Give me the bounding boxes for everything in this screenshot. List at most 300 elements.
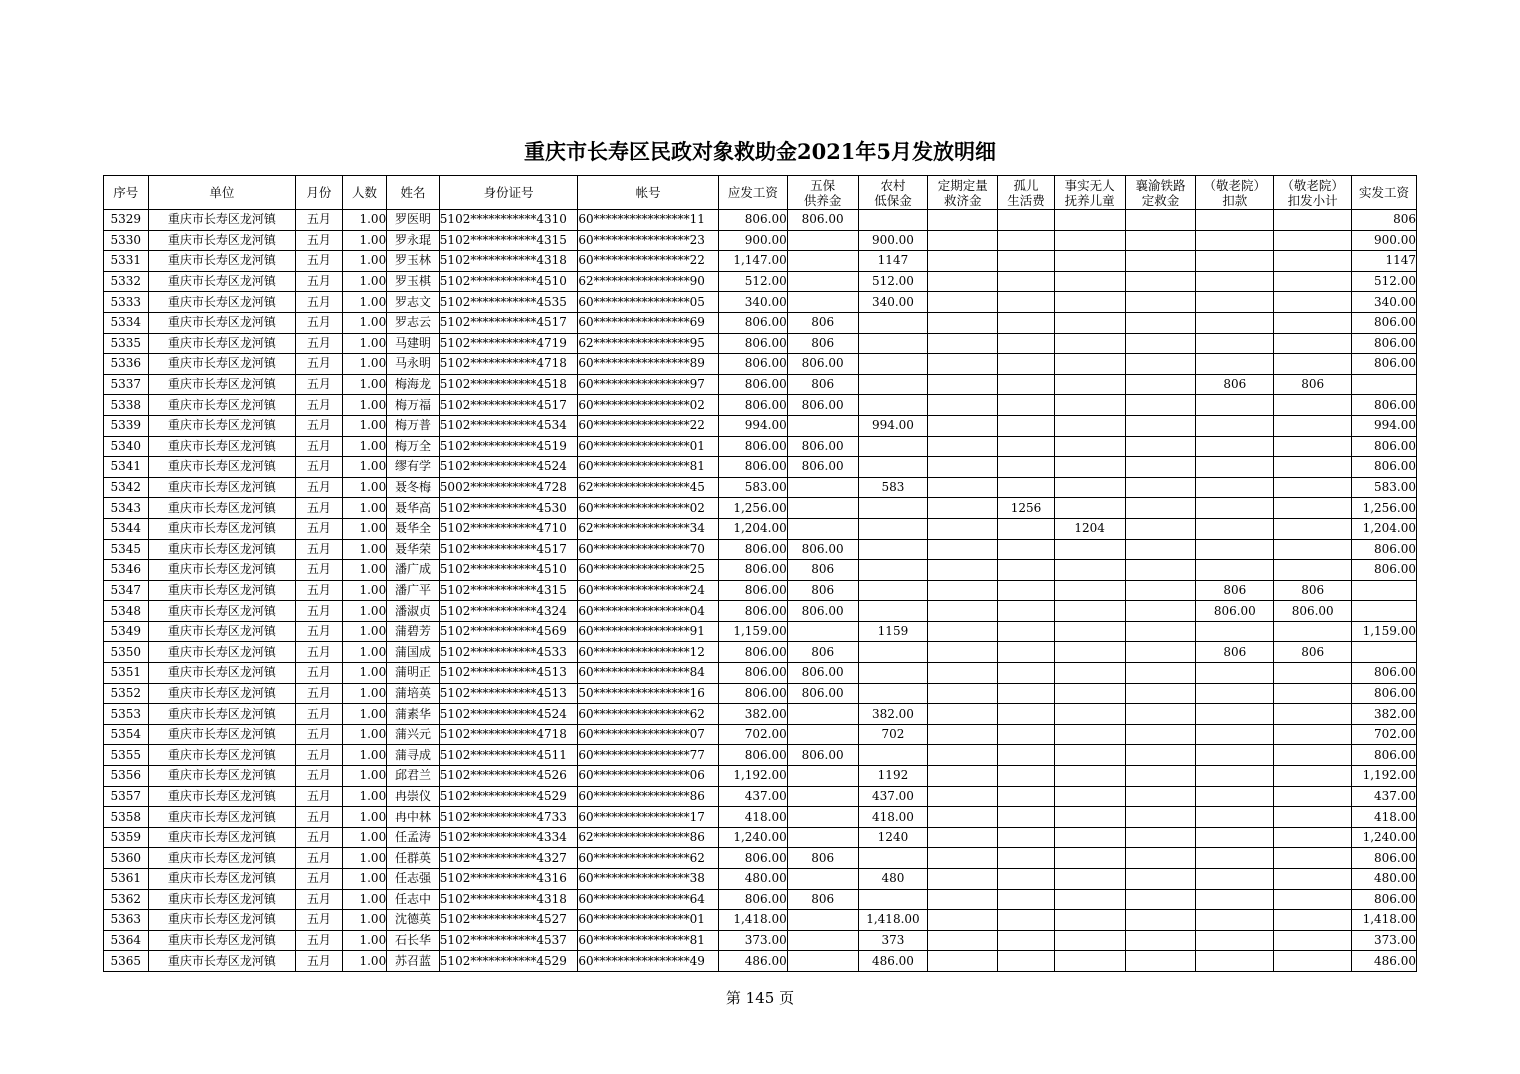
cell-railway bbox=[1125, 292, 1196, 313]
cell-net-pay: 806.00 bbox=[1352, 848, 1417, 869]
table-row bbox=[104, 827, 1417, 848]
cell-account: 60****************64 bbox=[578, 889, 719, 910]
table-row bbox=[104, 663, 1417, 684]
cell-railway bbox=[1125, 312, 1196, 333]
cell-unit: 重庆市长寿区龙河镇 bbox=[148, 415, 296, 436]
cell-unit: 重庆市长寿区龙河镇 bbox=[148, 930, 296, 951]
cell-unit: 重庆市长寿区龙河镇 bbox=[148, 827, 296, 848]
cell-orphan bbox=[998, 415, 1055, 436]
cell-unit: 重庆市长寿区龙河镇 bbox=[148, 663, 296, 684]
cell-gross-pay: 806.00 bbox=[718, 395, 787, 416]
cell-deduction bbox=[1196, 333, 1274, 354]
cell-deduction bbox=[1196, 457, 1274, 478]
column-header-account: 帐号 bbox=[578, 176, 719, 210]
cell-child bbox=[1054, 663, 1125, 684]
cell-railway bbox=[1125, 601, 1196, 622]
cell-railway bbox=[1125, 395, 1196, 416]
cell-orphan bbox=[998, 436, 1055, 457]
cell-deduction: 806 bbox=[1196, 642, 1274, 663]
cell-dibao: 486.00 bbox=[858, 951, 928, 972]
cell-account: 60****************38 bbox=[578, 869, 719, 890]
cell-railway bbox=[1125, 210, 1196, 231]
cell-seq: 5352 bbox=[104, 683, 149, 704]
cell-wubao: 806 bbox=[787, 374, 858, 395]
cell-wubao bbox=[787, 704, 858, 725]
cell-deduction-subtotal bbox=[1274, 415, 1352, 436]
cell-count: 1.00 bbox=[342, 704, 387, 725]
cell-id-number: 5102***********4511 bbox=[439, 745, 578, 766]
cell-id-number: 5102***********4316 bbox=[439, 869, 578, 890]
cell-id-number: 5102***********4537 bbox=[439, 930, 578, 951]
cell-unit: 重庆市长寿区龙河镇 bbox=[148, 704, 296, 725]
cell-deduction bbox=[1196, 498, 1274, 519]
cell-gross-pay: 418.00 bbox=[718, 807, 787, 828]
table-row bbox=[104, 210, 1417, 231]
cell-unit: 重庆市长寿区龙河镇 bbox=[148, 395, 296, 416]
table-row bbox=[104, 230, 1417, 251]
cell-gross-pay: 806.00 bbox=[718, 539, 787, 560]
cell-seq: 5341 bbox=[104, 457, 149, 478]
cell-orphan bbox=[998, 292, 1055, 313]
column-header-seq: 序号 bbox=[104, 176, 149, 210]
cell-count: 1.00 bbox=[342, 457, 387, 478]
cell-deduction-subtotal bbox=[1274, 848, 1352, 869]
cell-id-number: 5102***********4533 bbox=[439, 642, 578, 663]
cell-id-number: 5102***********4534 bbox=[439, 415, 578, 436]
table-row bbox=[104, 312, 1417, 333]
cell-gross-pay: 583.00 bbox=[718, 477, 787, 498]
cell-month: 五月 bbox=[296, 580, 343, 601]
cell-net-pay: 806.00 bbox=[1352, 457, 1417, 478]
cell-id-number: 5102***********4526 bbox=[439, 766, 578, 787]
cell-dingqi bbox=[928, 498, 998, 519]
cell-id-number: 5102***********4318 bbox=[439, 251, 578, 272]
cell-name: 罗志文 bbox=[387, 292, 440, 313]
cell-seq: 5354 bbox=[104, 724, 149, 745]
cell-count: 1.00 bbox=[342, 354, 387, 375]
cell-id-number: 5102***********4310 bbox=[439, 210, 578, 231]
cell-child bbox=[1054, 951, 1125, 972]
cell-net-pay bbox=[1352, 374, 1417, 395]
cell-id-number: 5102***********4529 bbox=[439, 951, 578, 972]
cell-seq: 5364 bbox=[104, 930, 149, 951]
table-row bbox=[104, 436, 1417, 457]
cell-id-number: 5102***********4510 bbox=[439, 271, 578, 292]
cell-month: 五月 bbox=[296, 807, 343, 828]
page-title: 重庆市长寿区民政对象救助金2021年5月发放明细 bbox=[523, 139, 997, 164]
cell-railway bbox=[1125, 786, 1196, 807]
cell-count: 1.00 bbox=[342, 292, 387, 313]
cell-month: 五月 bbox=[296, 374, 343, 395]
cell-dibao bbox=[858, 354, 928, 375]
cell-orphan bbox=[998, 807, 1055, 828]
cell-wubao: 806 bbox=[787, 312, 858, 333]
cell-deduction bbox=[1196, 683, 1274, 704]
table-row bbox=[104, 374, 1417, 395]
cell-month: 五月 bbox=[296, 621, 343, 642]
cell-deduction-subtotal bbox=[1274, 498, 1352, 519]
cell-railway bbox=[1125, 333, 1196, 354]
cell-count: 1.00 bbox=[342, 271, 387, 292]
table-row bbox=[104, 766, 1417, 787]
cell-gross-pay: 806.00 bbox=[718, 354, 787, 375]
cell-name: 苏召蓝 bbox=[387, 951, 440, 972]
cell-id-number: 5102***********4535 bbox=[439, 292, 578, 313]
cell-month: 五月 bbox=[296, 312, 343, 333]
cell-child bbox=[1054, 333, 1125, 354]
cell-month: 五月 bbox=[296, 333, 343, 354]
cell-net-pay: 806.00 bbox=[1352, 312, 1417, 333]
cell-seq: 5347 bbox=[104, 580, 149, 601]
cell-account: 60****************81 bbox=[578, 930, 719, 951]
cell-deduction bbox=[1196, 251, 1274, 272]
cell-deduction-subtotal bbox=[1274, 333, 1352, 354]
cell-child bbox=[1054, 807, 1125, 828]
cell-id-number: 5102***********4517 bbox=[439, 395, 578, 416]
cell-gross-pay: 806.00 bbox=[718, 210, 787, 231]
cell-count: 1.00 bbox=[342, 766, 387, 787]
cell-account: 60****************91 bbox=[578, 621, 719, 642]
cell-name: 任群英 bbox=[387, 848, 440, 869]
table-row bbox=[104, 951, 1417, 972]
cell-child bbox=[1054, 930, 1125, 951]
cell-deduction bbox=[1196, 930, 1274, 951]
cell-unit: 重庆市长寿区龙河镇 bbox=[148, 807, 296, 828]
cell-month: 五月 bbox=[296, 951, 343, 972]
cell-gross-pay: 806.00 bbox=[718, 560, 787, 581]
cell-id-number: 5102***********4530 bbox=[439, 498, 578, 519]
cell-unit: 重庆市长寿区龙河镇 bbox=[148, 436, 296, 457]
cell-wubao bbox=[787, 869, 858, 890]
cell-deduction-subtotal bbox=[1274, 827, 1352, 848]
table-row bbox=[104, 333, 1417, 354]
cell-unit: 重庆市长寿区龙河镇 bbox=[148, 889, 296, 910]
cell-unit: 重庆市长寿区龙河镇 bbox=[148, 560, 296, 581]
cell-dingqi bbox=[928, 374, 998, 395]
cell-dibao bbox=[858, 498, 928, 519]
cell-dingqi bbox=[928, 930, 998, 951]
cell-account: 60****************25 bbox=[578, 560, 719, 581]
cell-seq: 5359 bbox=[104, 827, 149, 848]
cell-unit: 重庆市长寿区龙河镇 bbox=[148, 786, 296, 807]
cell-unit: 重庆市长寿区龙河镇 bbox=[148, 457, 296, 478]
cell-child bbox=[1054, 766, 1125, 787]
column-header-deduction-subtotal: （敬老院） 扣发小计 bbox=[1274, 176, 1352, 210]
table-row bbox=[104, 930, 1417, 951]
cell-month: 五月 bbox=[296, 251, 343, 272]
cell-unit: 重庆市长寿区龙河镇 bbox=[148, 210, 296, 231]
table-row bbox=[104, 395, 1417, 416]
column-header-month: 月份 bbox=[296, 176, 343, 210]
cell-seq: 5337 bbox=[104, 374, 149, 395]
cell-account: 62****************86 bbox=[578, 827, 719, 848]
cell-unit: 重庆市长寿区龙河镇 bbox=[148, 869, 296, 890]
cell-month: 五月 bbox=[296, 477, 343, 498]
cell-orphan bbox=[998, 869, 1055, 890]
cell-month: 五月 bbox=[296, 354, 343, 375]
cell-railway bbox=[1125, 683, 1196, 704]
cell-dingqi bbox=[928, 786, 998, 807]
cell-wubao: 806.00 bbox=[787, 601, 858, 622]
cell-dingqi bbox=[928, 518, 998, 539]
cell-id-number: 5102***********4710 bbox=[439, 518, 578, 539]
cell-deduction: 806 bbox=[1196, 580, 1274, 601]
cell-dingqi bbox=[928, 910, 998, 931]
cell-gross-pay: 806.00 bbox=[718, 848, 787, 869]
cell-count: 1.00 bbox=[342, 786, 387, 807]
cell-dingqi bbox=[928, 807, 998, 828]
cell-account: 60****************02 bbox=[578, 498, 719, 519]
table-row bbox=[104, 354, 1417, 375]
cell-wubao bbox=[787, 910, 858, 931]
cell-seq: 5360 bbox=[104, 848, 149, 869]
cell-unit: 重庆市长寿区龙河镇 bbox=[148, 354, 296, 375]
cell-deduction bbox=[1196, 312, 1274, 333]
cell-unit: 重庆市长寿区龙河镇 bbox=[148, 251, 296, 272]
table-row bbox=[104, 498, 1417, 519]
cell-net-pay: 512.00 bbox=[1352, 271, 1417, 292]
column-header-child: 事实无人 抚养儿童 bbox=[1054, 176, 1125, 210]
cell-net-pay: 806.00 bbox=[1352, 539, 1417, 560]
cell-orphan bbox=[998, 745, 1055, 766]
cell-gross-pay: 806.00 bbox=[718, 663, 787, 684]
cell-unit: 重庆市长寿区龙河镇 bbox=[148, 477, 296, 498]
cell-gross-pay: 994.00 bbox=[718, 415, 787, 436]
cell-deduction-subtotal bbox=[1274, 869, 1352, 890]
cell-name: 沈德英 bbox=[387, 910, 440, 931]
cell-month: 五月 bbox=[296, 869, 343, 890]
cell-name: 蒲兴元 bbox=[387, 724, 440, 745]
cell-month: 五月 bbox=[296, 827, 343, 848]
cell-account: 60****************97 bbox=[578, 374, 719, 395]
cell-seq: 5353 bbox=[104, 704, 149, 725]
table-row bbox=[104, 415, 1417, 436]
cell-net-pay bbox=[1352, 601, 1417, 622]
cell-deduction-subtotal: 806 bbox=[1274, 374, 1352, 395]
cell-railway bbox=[1125, 498, 1196, 519]
cell-account: 60****************04 bbox=[578, 601, 719, 622]
cell-name: 潘淑贞 bbox=[387, 601, 440, 622]
cell-gross-pay: 1,147.00 bbox=[718, 251, 787, 272]
cell-deduction bbox=[1196, 807, 1274, 828]
cell-month: 五月 bbox=[296, 601, 343, 622]
cell-gross-pay: 806.00 bbox=[718, 889, 787, 910]
cell-orphan bbox=[998, 374, 1055, 395]
cell-count: 1.00 bbox=[342, 642, 387, 663]
cell-orphan bbox=[998, 766, 1055, 787]
cell-id-number: 5102***********4518 bbox=[439, 374, 578, 395]
cell-dingqi bbox=[928, 292, 998, 313]
cell-account: 60****************23 bbox=[578, 230, 719, 251]
cell-unit: 重庆市长寿区龙河镇 bbox=[148, 601, 296, 622]
cell-deduction-subtotal: 806.00 bbox=[1274, 601, 1352, 622]
cell-gross-pay: 806.00 bbox=[718, 374, 787, 395]
cell-id-number: 5102***********4327 bbox=[439, 848, 578, 869]
cell-deduction-subtotal bbox=[1274, 745, 1352, 766]
cell-id-number: 5102***********4719 bbox=[439, 333, 578, 354]
cell-count: 1.00 bbox=[342, 518, 387, 539]
cell-gross-pay: 1,240.00 bbox=[718, 827, 787, 848]
cell-unit: 重庆市长寿区龙河镇 bbox=[148, 745, 296, 766]
cell-account: 60****************11 bbox=[578, 210, 719, 231]
cell-dibao bbox=[858, 642, 928, 663]
cell-deduction-subtotal bbox=[1274, 477, 1352, 498]
column-header-railway: 襄渝铁路 定救金 bbox=[1125, 176, 1196, 210]
table-row bbox=[104, 807, 1417, 828]
cell-railway bbox=[1125, 704, 1196, 725]
cell-count: 1.00 bbox=[342, 580, 387, 601]
cell-month: 五月 bbox=[296, 518, 343, 539]
cell-dingqi bbox=[928, 951, 998, 972]
cell-seq: 5329 bbox=[104, 210, 149, 231]
cell-child bbox=[1054, 827, 1125, 848]
cell-net-pay: 486.00 bbox=[1352, 951, 1417, 972]
cell-wubao: 806 bbox=[787, 560, 858, 581]
cell-deduction-subtotal bbox=[1274, 724, 1352, 745]
cell-child bbox=[1054, 271, 1125, 292]
cell-gross-pay: 806.00 bbox=[718, 333, 787, 354]
table-row bbox=[104, 292, 1417, 313]
cell-seq: 5330 bbox=[104, 230, 149, 251]
cell-month: 五月 bbox=[296, 292, 343, 313]
cell-railway bbox=[1125, 457, 1196, 478]
cell-month: 五月 bbox=[296, 271, 343, 292]
cell-railway bbox=[1125, 724, 1196, 745]
cell-account: 60****************05 bbox=[578, 292, 719, 313]
cell-dibao bbox=[858, 312, 928, 333]
cell-orphan bbox=[998, 477, 1055, 498]
table-row bbox=[104, 621, 1417, 642]
cell-gross-pay: 480.00 bbox=[718, 869, 787, 890]
cell-month: 五月 bbox=[296, 683, 343, 704]
cell-account: 60****************01 bbox=[578, 910, 719, 931]
cell-dibao: 512.00 bbox=[858, 271, 928, 292]
cell-dingqi bbox=[928, 704, 998, 725]
cell-dingqi bbox=[928, 827, 998, 848]
cell-name: 罗玉林 bbox=[387, 251, 440, 272]
column-header-unit: 单位 bbox=[148, 176, 296, 210]
cell-net-pay: 418.00 bbox=[1352, 807, 1417, 828]
cell-railway bbox=[1125, 415, 1196, 436]
cell-name: 潘广成 bbox=[387, 560, 440, 581]
cell-count: 1.00 bbox=[342, 477, 387, 498]
cell-count: 1.00 bbox=[342, 930, 387, 951]
cell-net-pay: 806.00 bbox=[1352, 745, 1417, 766]
cell-seq: 5351 bbox=[104, 663, 149, 684]
cell-name: 任志中 bbox=[387, 889, 440, 910]
cell-deduction bbox=[1196, 539, 1274, 560]
cell-name: 邱君兰 bbox=[387, 766, 440, 787]
cell-account: 60****************12 bbox=[578, 642, 719, 663]
cell-gross-pay: 382.00 bbox=[718, 704, 787, 725]
cell-dibao: 583 bbox=[858, 477, 928, 498]
cell-wubao: 806 bbox=[787, 642, 858, 663]
cell-count: 1.00 bbox=[342, 951, 387, 972]
cell-dingqi bbox=[928, 312, 998, 333]
cell-id-number: 5102***********4519 bbox=[439, 436, 578, 457]
cell-railway bbox=[1125, 869, 1196, 890]
cell-dingqi bbox=[928, 271, 998, 292]
column-header-dibao: 农村 低保金 bbox=[858, 176, 928, 210]
cell-count: 1.00 bbox=[342, 539, 387, 560]
cell-gross-pay: 900.00 bbox=[718, 230, 787, 251]
cell-child bbox=[1054, 869, 1125, 890]
cell-name: 聂华荣 bbox=[387, 539, 440, 560]
cell-dingqi bbox=[928, 580, 998, 601]
cell-dingqi bbox=[928, 848, 998, 869]
cell-name: 任志强 bbox=[387, 869, 440, 890]
cell-name: 梅海龙 bbox=[387, 374, 440, 395]
cell-child bbox=[1054, 621, 1125, 642]
cell-wubao: 806.00 bbox=[787, 210, 858, 231]
cell-railway bbox=[1125, 910, 1196, 931]
cell-deduction bbox=[1196, 621, 1274, 642]
cell-count: 1.00 bbox=[342, 889, 387, 910]
cell-railway bbox=[1125, 745, 1196, 766]
cell-railway bbox=[1125, 251, 1196, 272]
cell-gross-pay: 340.00 bbox=[718, 292, 787, 313]
cell-deduction bbox=[1196, 745, 1274, 766]
cell-unit: 重庆市长寿区龙河镇 bbox=[148, 848, 296, 869]
cell-deduction bbox=[1196, 889, 1274, 910]
cell-month: 五月 bbox=[296, 848, 343, 869]
cell-count: 1.00 bbox=[342, 745, 387, 766]
cell-month: 五月 bbox=[296, 436, 343, 457]
cell-orphan bbox=[998, 271, 1055, 292]
cell-count: 1.00 bbox=[342, 312, 387, 333]
cell-wubao bbox=[787, 230, 858, 251]
cell-deduction-subtotal bbox=[1274, 766, 1352, 787]
cell-wubao bbox=[787, 477, 858, 498]
cell-deduction bbox=[1196, 848, 1274, 869]
cell-gross-pay: 1,159.00 bbox=[718, 621, 787, 642]
cell-dingqi bbox=[928, 436, 998, 457]
cell-count: 1.00 bbox=[342, 333, 387, 354]
cell-deduction bbox=[1196, 786, 1274, 807]
cell-orphan bbox=[998, 230, 1055, 251]
cell-unit: 重庆市长寿区龙河镇 bbox=[148, 498, 296, 519]
column-header-dingqi: 定期定量 救济金 bbox=[928, 176, 998, 210]
cell-id-number: 5102***********4524 bbox=[439, 457, 578, 478]
table-row bbox=[104, 910, 1417, 931]
cell-deduction-subtotal bbox=[1274, 539, 1352, 560]
cell-dibao bbox=[858, 580, 928, 601]
cell-month: 五月 bbox=[296, 786, 343, 807]
cell-deduction-subtotal bbox=[1274, 621, 1352, 642]
cell-month: 五月 bbox=[296, 663, 343, 684]
column-header-id-number: 身份证号 bbox=[439, 176, 578, 210]
cell-dingqi bbox=[928, 333, 998, 354]
cell-count: 1.00 bbox=[342, 683, 387, 704]
cell-account: 60****************02 bbox=[578, 395, 719, 416]
cell-wubao bbox=[787, 807, 858, 828]
cell-unit: 重庆市长寿区龙河镇 bbox=[148, 642, 296, 663]
cell-id-number: 5102***********4733 bbox=[439, 807, 578, 828]
cell-dibao bbox=[858, 436, 928, 457]
cell-net-pay: 1,240.00 bbox=[1352, 827, 1417, 848]
cell-child bbox=[1054, 704, 1125, 725]
cell-count: 1.00 bbox=[342, 827, 387, 848]
cell-wubao bbox=[787, 251, 858, 272]
cell-orphan bbox=[998, 663, 1055, 684]
cell-dingqi bbox=[928, 251, 998, 272]
cell-count: 1.00 bbox=[342, 724, 387, 745]
cell-seq: 5339 bbox=[104, 415, 149, 436]
cell-railway bbox=[1125, 518, 1196, 539]
cell-seq: 5343 bbox=[104, 498, 149, 519]
cell-child bbox=[1054, 354, 1125, 375]
cell-wubao bbox=[787, 766, 858, 787]
